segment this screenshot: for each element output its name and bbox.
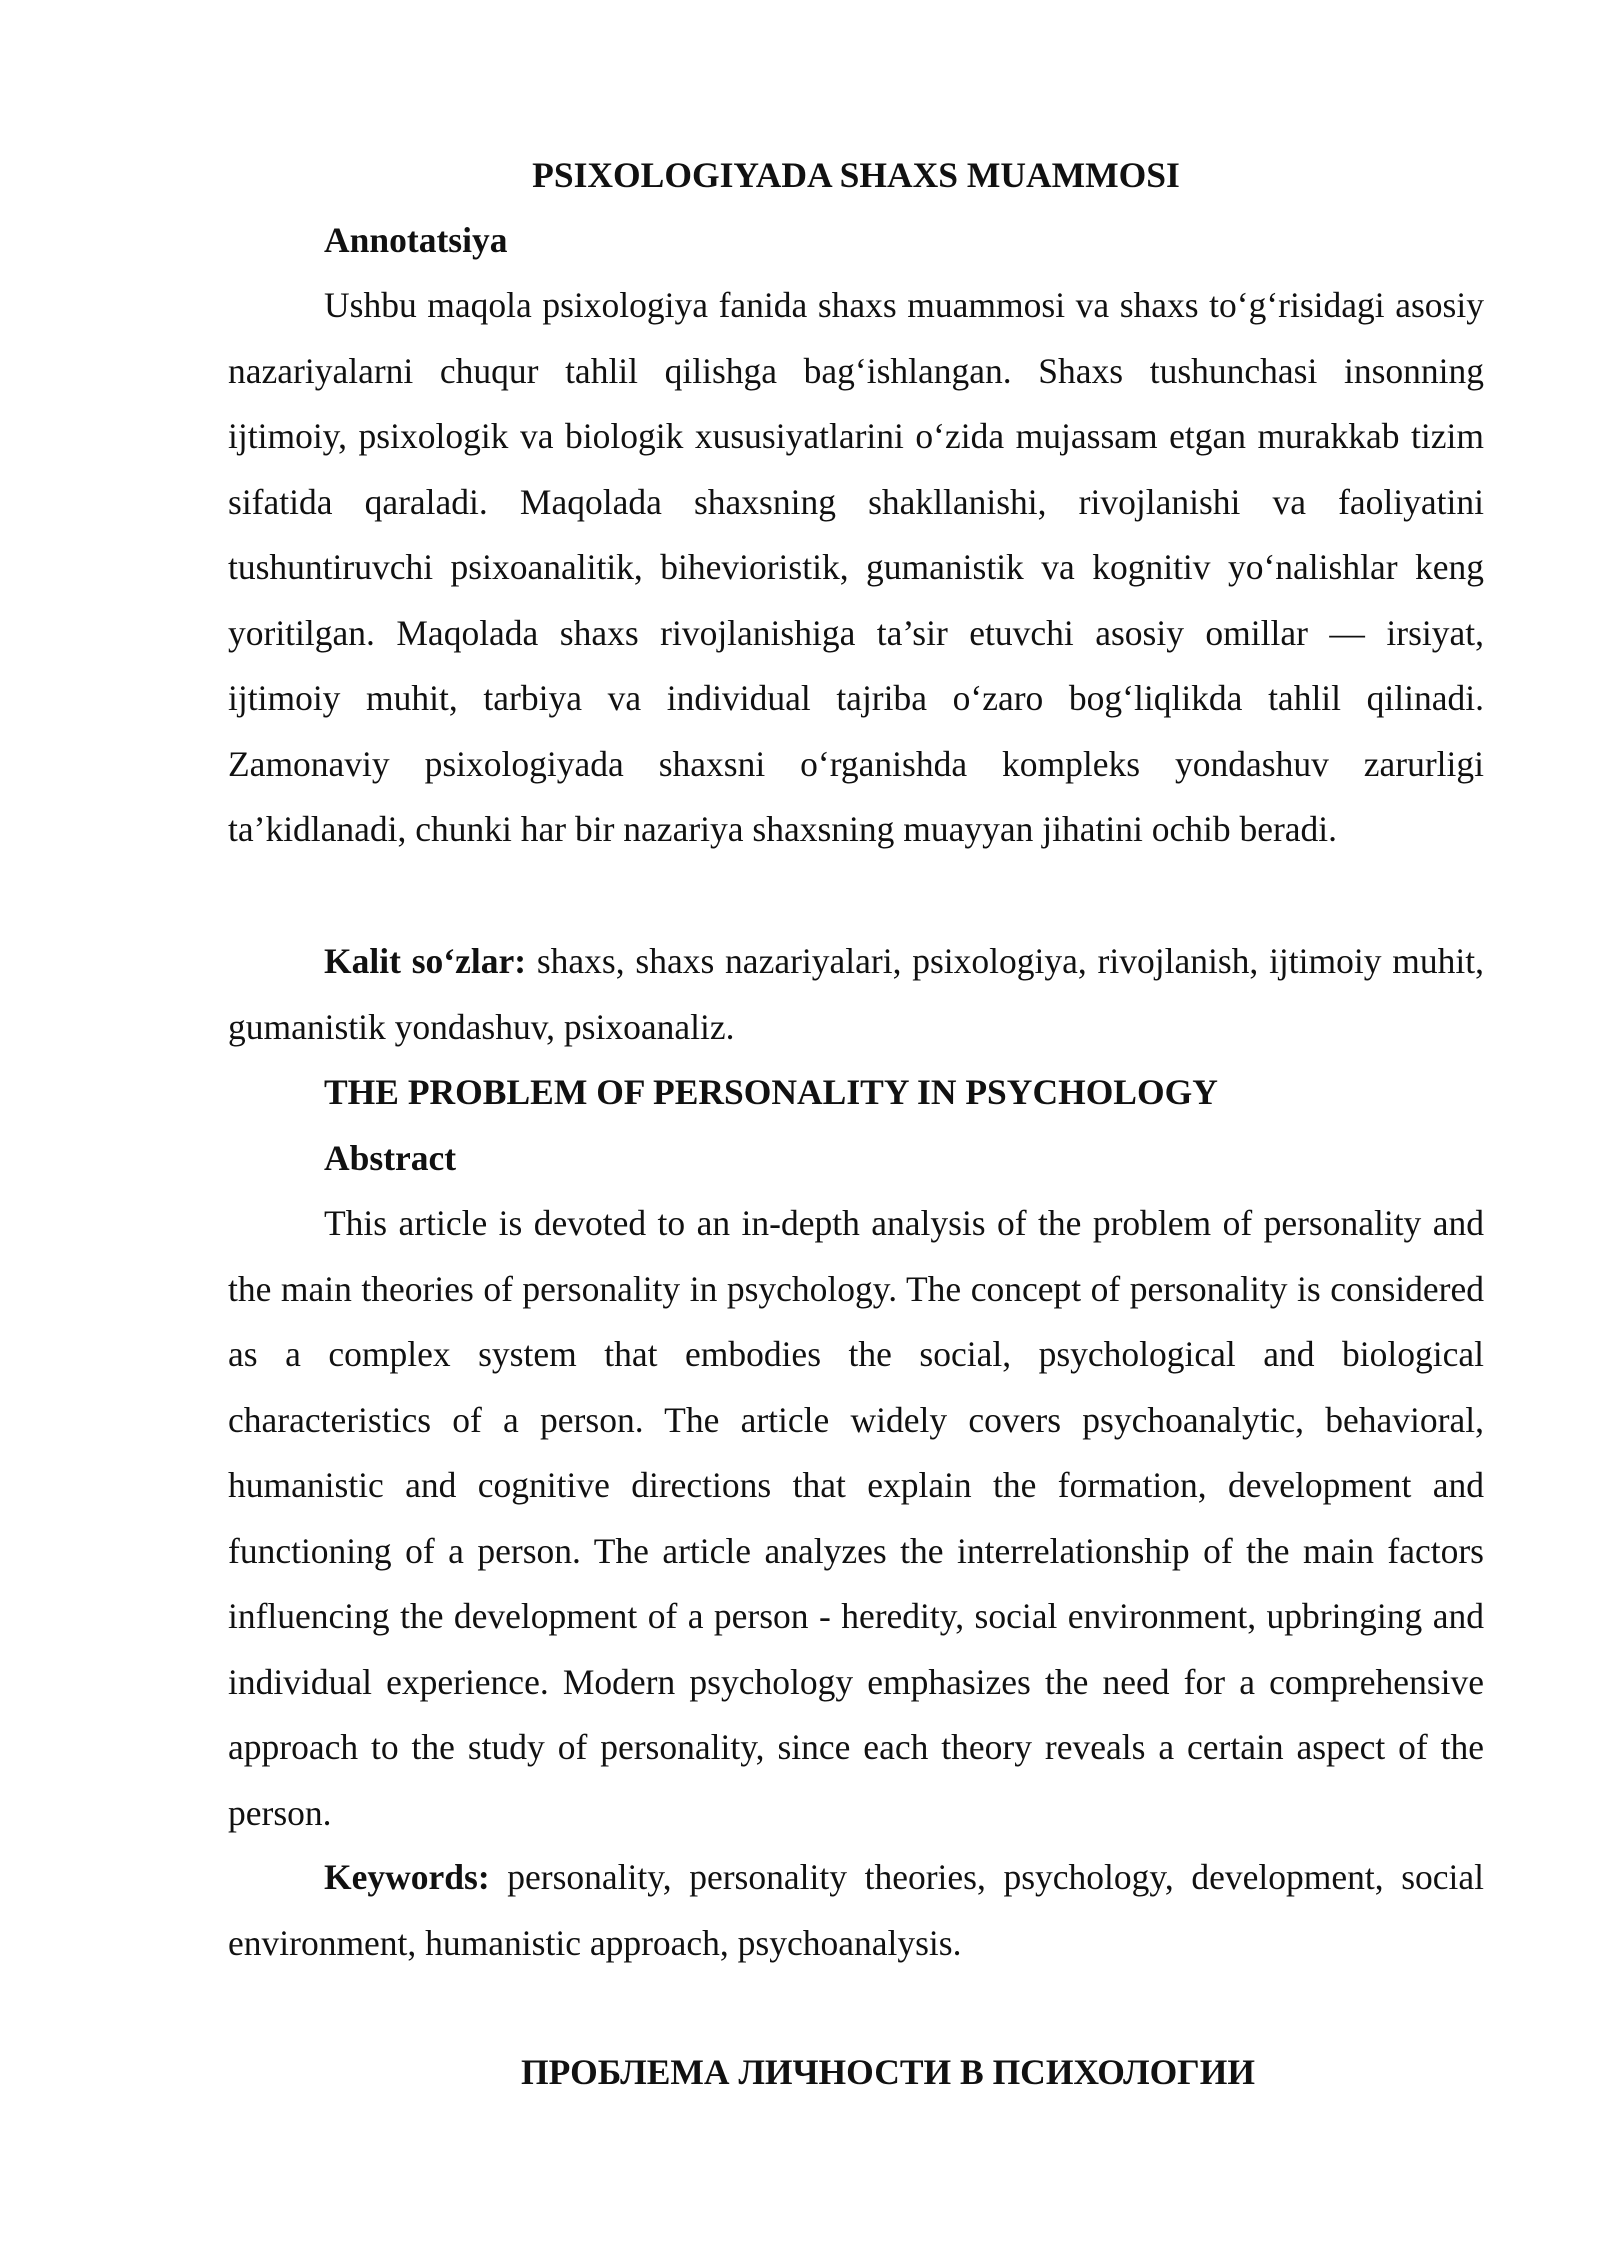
title-english: THE PROBLEM OF PERSONALITY IN PSYCHOLOGY: [324, 1072, 1218, 1112]
annotation-heading: Annotatsiya: [324, 220, 508, 260]
keywords-english: [228, 1845, 1484, 1976]
title-uzbek: PSIXOLOGIYADA SHAXS MUAMMOSI: [532, 155, 1180, 195]
abstract-heading: Abstract: [324, 1138, 457, 1178]
annotation-paragraph: Ushbu maqola psixologiya fanida shaxs muammosi va shaxs to‘g‘risidagi asosiy nazariyalarni chuqur tahlil qilishga bag‘ishlangan. Shaxs tushunchasi insonning ijtimoiy, psixologik va biologik xususiyatlarini o‘zida mujassam etgan murakkab tizim sifatida qaraladi. Maqolada shaxsning shakllanishi, rivojlanishi va faoliyatini tushuntiruvchi psixoanalitik, bihevioristik, gumanistik va kognitiv yo‘nalishlar keng yoritilgan. Maqolada shaxs rivojlanishiga ta’sir etuvchi asosiy omillar — irsiyat, ijtimoiy muhit, tarbiya va individual tajriba o‘zaro bog‘liqlikda tahlil qilinadi. Zamonaviy psixologiyada shaxsni o‘rganishda kompleks yondashuv zarurligi ta’kidlanadi, chunki har bir nazariya shaxsning muayyan jihatini ochib beradi.: [228, 285, 1484, 849]
title-russian: ПРОБЛЕМА ЛИЧНОСТИ В ПСИХОЛОГИИ: [521, 2052, 1255, 2092]
keywords-english-label: Keywords:: [324, 1857, 490, 1897]
keywords-english-text: personality, personality theories, psychology, development, social environment, humanistic approach, psychoanalysis.: [228, 1857, 1484, 1963]
keywords-uzbek-text: shaxs, shaxs nazariyalari, psixologiya, rivojlanish, ijtimoiy muhit, gumanistik yondashuv, psixoanaliz.: [228, 941, 1484, 1047]
keywords-uzbek-label: Kalit so‘zlar:: [324, 941, 527, 981]
keywords-uzbek: [228, 929, 1484, 1060]
abstract-paragraph: This article is devoted to an in-depth analysis of the problem of personality and the main theories of personality in psychology. The concept of personality is considered as a complex system that embodies the social, psychological and biological characteristics of a person. The article widely covers psychoanalytic, behavioral, humanistic and cognitive directions that explain the formation, development and functioning of a person. The article analyzes the interrelationship of the main factors influencing the development of a person - heredity, social environment, upbringing and individual experience. Modern psychology emphasizes the need for a comprehensive approach to the study of personality, since each theory reveals a certain aspect of the person.: [228, 1203, 1484, 1833]
